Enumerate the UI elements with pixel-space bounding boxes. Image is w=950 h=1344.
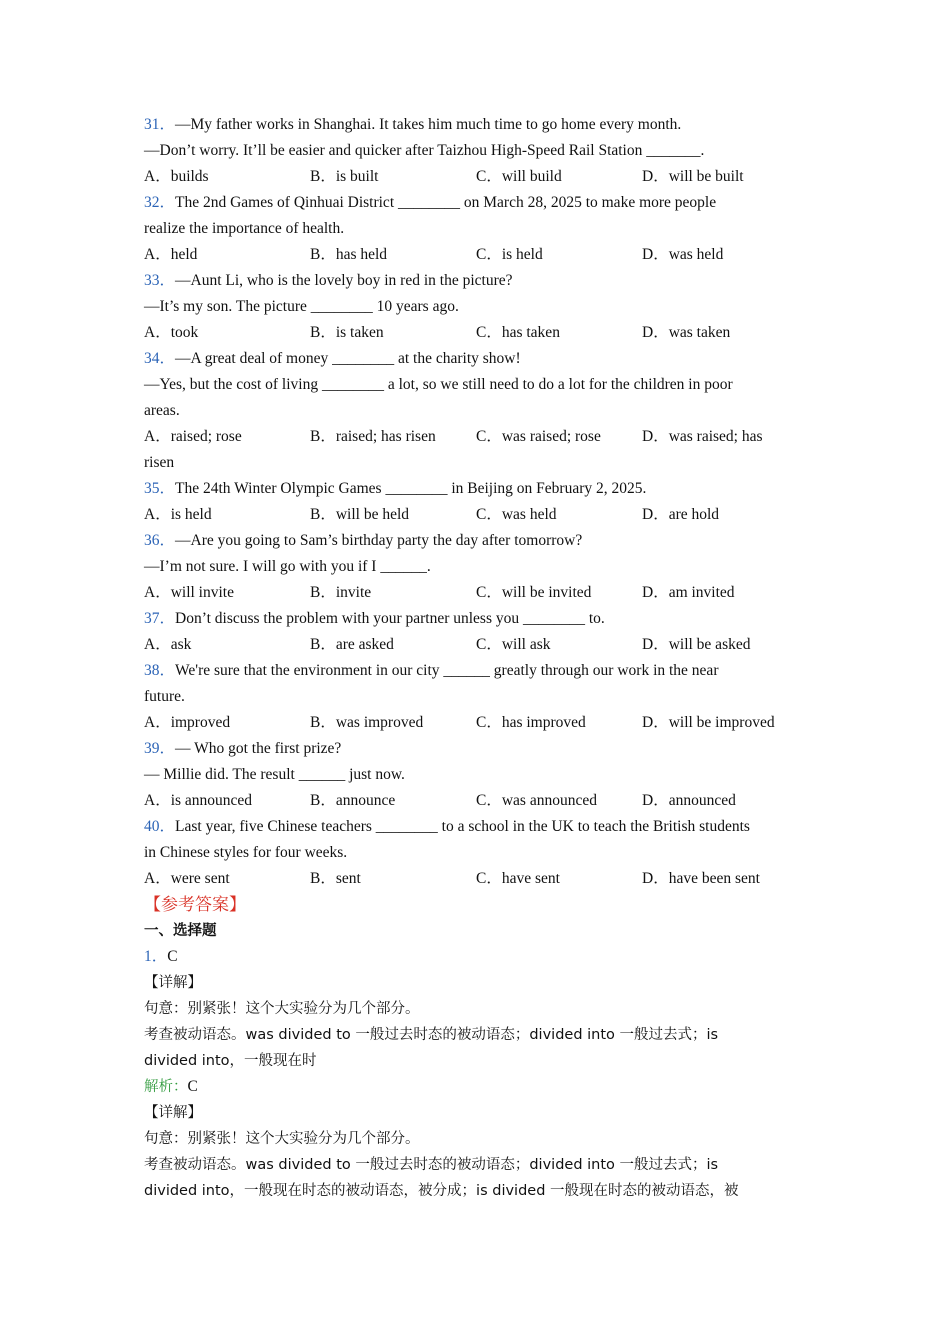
question-text: —I’m not sure. I will go with you if I ______. bbox=[144, 558, 431, 575]
question-item bbox=[144, 606, 804, 658]
option-c: C．will ask bbox=[476, 636, 551, 653]
question-text: areas. bbox=[144, 402, 180, 419]
question-item bbox=[144, 658, 804, 736]
option-d: D．was held bbox=[642, 246, 724, 263]
analysis-item bbox=[144, 1074, 804, 1100]
detail-label: 【详解】 bbox=[144, 975, 202, 991]
option-c: C．was held bbox=[476, 506, 557, 523]
question-number: 36． bbox=[144, 532, 176, 549]
option-d: D．will be improved bbox=[642, 714, 775, 731]
question-text: in Chinese styles for four weeks. bbox=[144, 844, 348, 861]
explanation-line: 考查被动语态。was divided to 一般过去时态的被动语态；divided into 一般过去式；is bbox=[144, 1157, 719, 1173]
option-b: B．raised; has risen bbox=[310, 428, 436, 445]
question-text-line bbox=[144, 554, 804, 580]
question-text: The 24th Winter Olympic Games ________ in Beijing on February 2, 2025. bbox=[175, 480, 647, 497]
question-text-line bbox=[144, 814, 804, 840]
option-row bbox=[144, 320, 804, 346]
detail-label: 【详解】 bbox=[144, 1105, 202, 1121]
question-text: —Are you going to Sam’s birthday party the day after tomorrow? bbox=[175, 532, 583, 549]
question-number: 40． bbox=[144, 818, 176, 835]
option-c: C．was raised; rose bbox=[476, 428, 601, 445]
option-b: B．is taken bbox=[310, 324, 384, 341]
option-c: C．was announced bbox=[476, 792, 597, 809]
option-row bbox=[144, 866, 804, 892]
option-a: A．builds bbox=[144, 168, 209, 185]
answer-value: C bbox=[167, 948, 178, 965]
option-b: B．has held bbox=[310, 246, 388, 263]
option-a: A．improved bbox=[144, 714, 231, 731]
question-text-line bbox=[144, 762, 804, 788]
option-b: B．are asked bbox=[310, 636, 394, 653]
question-text: —Yes, but the cost of living ________ a lot, so we still need to do a lot for the children in poor bbox=[144, 376, 733, 393]
question-number: 33． bbox=[144, 272, 176, 289]
question-text: realize the importance of health. bbox=[144, 220, 345, 237]
explanation-line: divided into，一般现在时 bbox=[144, 1053, 317, 1069]
option-b: B．is built bbox=[310, 168, 379, 185]
question-text: future. bbox=[144, 688, 185, 705]
analysis-answer: C bbox=[187, 1078, 198, 1095]
question-text-line bbox=[144, 398, 804, 424]
question-number: 38． bbox=[144, 662, 176, 679]
option-b: B．will be held bbox=[310, 506, 410, 523]
option-d: D．am invited bbox=[642, 584, 735, 601]
question-text-line bbox=[144, 528, 804, 554]
question-text: —It’s my son. The picture ________ 10 years ago. bbox=[144, 298, 459, 315]
section-title: 一、选择题 bbox=[144, 923, 217, 939]
question-text-line bbox=[144, 840, 804, 866]
question-text-line bbox=[144, 268, 804, 294]
explanation-line: divided into，一般现在时态的被动语态，被分成；is divided 一般现在时态的被动语态，被 bbox=[144, 1183, 739, 1199]
answer-title: 【参考答案】 bbox=[144, 895, 246, 914]
question-text-line bbox=[144, 346, 804, 372]
option-b: B．invite bbox=[310, 584, 372, 601]
question-item bbox=[144, 268, 804, 346]
question-item bbox=[144, 736, 804, 814]
option-row bbox=[144, 580, 804, 606]
question-item bbox=[144, 346, 804, 476]
option-overflow-text: risen bbox=[144, 454, 175, 471]
option-d: D．announced bbox=[642, 792, 736, 809]
option-a: A．is held bbox=[144, 506, 212, 523]
question-item bbox=[144, 528, 804, 606]
sentence-meaning: 句意：别紧张！这个大实验分为几个部分。 bbox=[144, 1001, 420, 1017]
option-c: C．is held bbox=[476, 246, 543, 263]
question-text-line bbox=[144, 736, 804, 762]
option-c: C．has improved bbox=[476, 714, 586, 731]
option-row bbox=[144, 242, 804, 268]
analysis-label: 解析： bbox=[144, 1079, 188, 1095]
question-item bbox=[144, 476, 804, 528]
option-d: D．have been sent bbox=[642, 870, 760, 887]
option-c: C．will build bbox=[476, 168, 562, 185]
answer-number: 1． bbox=[144, 948, 168, 965]
option-d: D．are hold bbox=[642, 506, 720, 523]
option-d: D．was taken bbox=[642, 324, 731, 341]
option-b: B．announce bbox=[310, 792, 396, 809]
question-item bbox=[144, 814, 804, 892]
option-row bbox=[144, 424, 804, 450]
question-number: 32． bbox=[144, 194, 176, 211]
question-text: The 2nd Games of Qinhuai District ________ on March 28, 2025 to make more people bbox=[175, 194, 717, 211]
option-row bbox=[144, 788, 804, 814]
question-text: Don’t discuss the problem with your partner unless you ________ to. bbox=[175, 610, 605, 627]
option-d: D．was raised; has bbox=[642, 428, 763, 445]
option-row bbox=[144, 502, 804, 528]
option-a: A．is announced bbox=[144, 792, 253, 809]
sentence-meaning: 句意：别紧张！这个大实验分为几个部分。 bbox=[144, 1131, 420, 1147]
question-text: We're sure that the environment in our city ______ greatly through our work in the near bbox=[175, 662, 719, 679]
option-row bbox=[144, 164, 804, 190]
question-number: 39． bbox=[144, 740, 176, 757]
option-d: D．will be built bbox=[642, 168, 744, 185]
option-d: D．will be asked bbox=[642, 636, 751, 653]
option-row bbox=[144, 710, 804, 736]
question-item bbox=[144, 190, 804, 268]
question-text: —A great deal of money ________ at the charity show! bbox=[175, 350, 521, 367]
option-a: A．held bbox=[144, 246, 198, 263]
option-c: C．will be invited bbox=[476, 584, 592, 601]
question-text: —Aunt Li, who is the lovely boy in red in the picture? bbox=[175, 272, 513, 289]
option-c: C．have sent bbox=[476, 870, 560, 887]
question-text: Last year, five Chinese teachers ________ to a school in the UK to teach the British students bbox=[175, 818, 750, 835]
question-item bbox=[144, 112, 804, 190]
option-a: A．raised; rose bbox=[144, 428, 242, 445]
question-list bbox=[144, 112, 804, 892]
explanation-line: 考查被动语态。was divided to 一般过去时态的被动语态；divided into 一般过去式；is bbox=[144, 1027, 719, 1043]
option-a: A．will invite bbox=[144, 584, 234, 601]
question-number: 35． bbox=[144, 480, 176, 497]
question-text-line bbox=[144, 372, 804, 398]
option-b: B．was improved bbox=[310, 714, 424, 731]
question-text-line bbox=[144, 216, 804, 242]
option-b: B．sent bbox=[310, 870, 361, 887]
question-text-line bbox=[144, 294, 804, 320]
question-text-line bbox=[144, 112, 804, 138]
question-text-line bbox=[144, 606, 804, 632]
question-text-line bbox=[144, 476, 804, 502]
question-text: —Don’t worry. It’ll be easier and quicker after Taizhou High-Speed Rail Station _______. bbox=[144, 142, 705, 159]
question-text: — Millie did. The result ______ just now. bbox=[144, 766, 405, 783]
document-page bbox=[144, 112, 804, 1204]
answer-item bbox=[144, 944, 804, 970]
question-number: 31． bbox=[144, 116, 176, 133]
question-text-line bbox=[144, 138, 804, 164]
question-number: 37． bbox=[144, 610, 176, 627]
option-row bbox=[144, 632, 804, 658]
question-text: — Who got the first prize? bbox=[175, 740, 342, 757]
option-a: A．were sent bbox=[144, 870, 230, 887]
question-text-line bbox=[144, 190, 804, 216]
question-text-line bbox=[144, 658, 804, 684]
answer-section bbox=[144, 892, 804, 1204]
option-a: A．took bbox=[144, 324, 199, 341]
option-a: A．ask bbox=[144, 636, 192, 653]
option-c: C．has taken bbox=[476, 324, 560, 341]
question-text: —My father works in Shanghai. It takes him much time to go home every month. bbox=[175, 116, 682, 133]
question-text-line bbox=[144, 684, 804, 710]
question-number: 34． bbox=[144, 350, 176, 367]
